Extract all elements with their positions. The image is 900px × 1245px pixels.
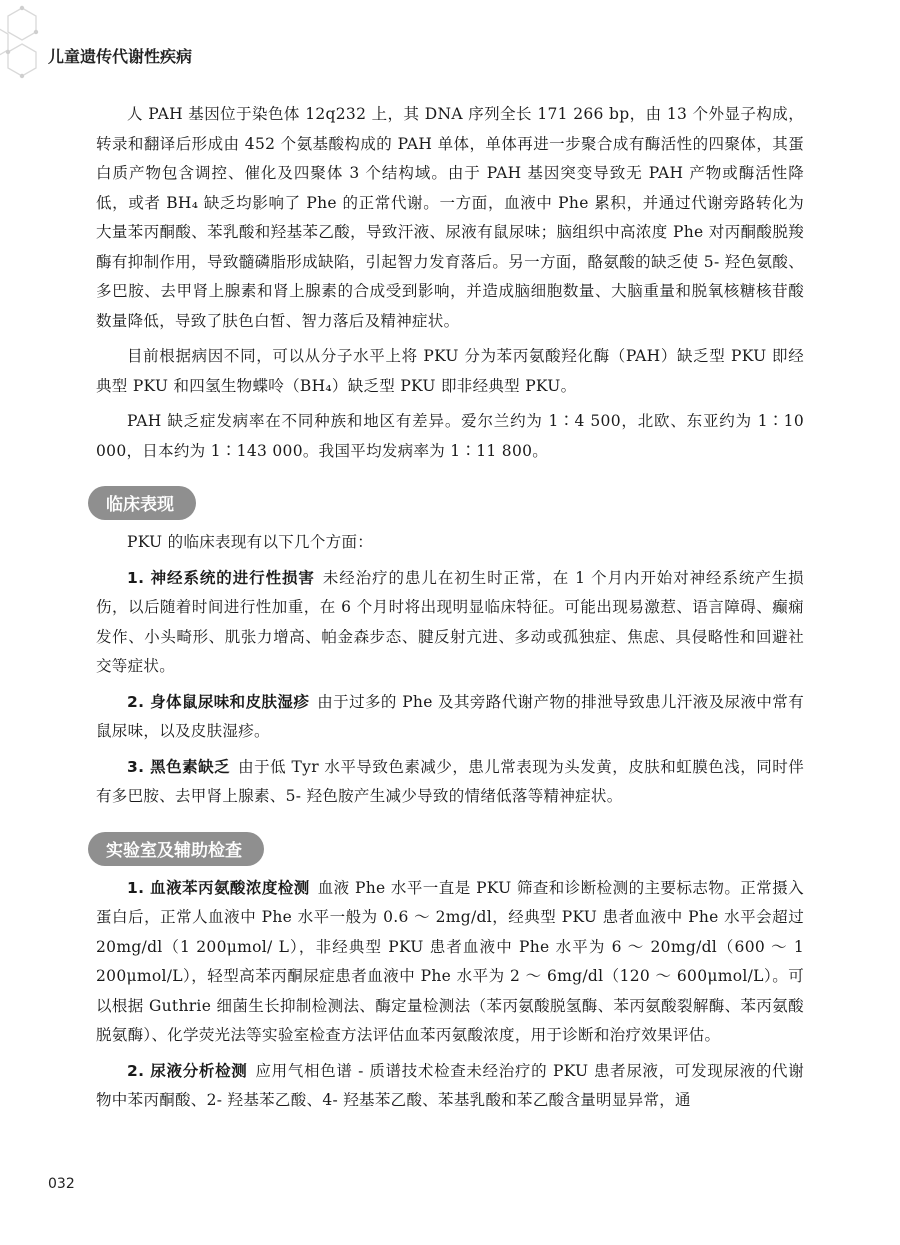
clinical-item-heading: 2. 身体鼠尿味和皮肤湿疹 (127, 692, 310, 711)
intro-paragraph: 目前根据病因不同，可以从分子水平上将 PKU 分为苯丙氨酸羟化酶（PAH）缺乏型 PKU 即经典型 PKU 和四氢生物蝶呤（BH₄）缺乏型 PKU 即非经典型 PKU。 (96, 347, 804, 395)
section-heading-lab: 实验室及辅助检查 (88, 832, 264, 866)
lab-item-text: 应用气相色谱 - 质谱技术检查未经治疗的 PKU 患者尿液，可发现尿液的代谢物中苯丙酮酸、2- 羟基苯乙酸、4- 羟基苯乙酸、苯基乳酸和苯乙酸含量明显异常，通 (96, 1061, 804, 1109)
page-number: 032 (48, 1176, 75, 1192)
page-body (96, 100, 804, 1122)
lab-item-heading: 2. 尿液分析检测 (127, 1061, 248, 1080)
clinical-item-text: 由于低 Tyr 水平导致色素减少，患儿常表现为头发黄，皮肤和虹膜色浅，同时伴有多巴胺、去甲肾上腺素、5- 羟色胺产生减少导致的情绪低落等精神症状。 (96, 757, 804, 805)
lab-item (96, 1057, 804, 1116)
section-heading-clinical: 临床表现 (88, 486, 196, 520)
clinical-item-heading: 3. 黑色素缺乏 (127, 757, 231, 776)
running-header-title: 儿童遗传代谢性疾病 (48, 47, 193, 66)
clinical-item-heading: 1. 神经系统的进行性损害 (127, 568, 315, 587)
clinical-item-text: 由于过多的 Phe 及其旁路代谢产物的排泄导致患儿汗液及尿液中常有鼠尿味，以及皮肤湿疹。 (96, 692, 804, 740)
lab-item-text: 血液 Phe 水平一直是 PKU 筛查和诊断检测的主要标志物。正常摄入蛋白后，正常人血液中 Phe 水平一般为 0.6 ～ 2mg/dl，经典型 PKU 患者血液中 Phe 水平会超过 20mg/dl（1 200μmol/ L），非经典型 PKU 患者血液中 Phe 水平为 6 ～ 20mg/dl（600 ～ 1 200μmol/L），轻型高苯丙酮尿症患者血液中 Phe 水平为 2 ～ 6mg/dl（120 ～ 600μmol/L）。可以根据 Guthrie 细菌生长抑制检测法、酶定量检测法（苯丙氨酸脱氢酶、苯丙氨酸裂解酶、苯丙氨酸脱氨酶）、化学荧光法等实验室检查方法评估血苯丙氨酸浓度，用于诊断和治疗效果评估。 (96, 878, 804, 1044)
lab-item-heading: 1. 血液苯丙氨酸浓度检测 (127, 878, 310, 897)
clinical-item (96, 753, 804, 812)
clinical-intro: PKU 的临床表现有以下几个方面： (127, 533, 374, 551)
clinical-item-text: 未经治疗的患儿在初生时正常，在 1 个月内开始对神经系统产生损伤，以后随着时间进行性加重，在 6 个月时将出现明显临床特征。可能出现易激惹、语言障碍、癫痫发作、小头畸形、肌张力增高、帕金森步态、腱反射亢进、多动或孤独症、焦虑、具侵略性和回避社交等症状。 (96, 568, 804, 675)
intro-paragraph: PAH 缺乏症发病率在不同种族和地区有差异。爱尔兰约为 1∶4 500，北欧、东亚约为 1∶10 000，日本约为 1∶143 000。我国平均发病率为 1∶11 800。 (96, 412, 804, 460)
lab-item (96, 874, 804, 1051)
clinical-item (96, 564, 804, 682)
intro-paragraph: 人 PAH 基因位于染色体 12q232 上，其 DNA 序列全长 171 266 bp，由 13 个外显子构成，转录和翻译后形成由 452 个氨基酸构成的 PAH 单体，单体再进一步聚合成有酶活性的四聚体，其蛋白质产物包含调控、催化及四聚体 3 个结构域。由于 PAH 基因突变导致无 PAH 产物或酶活性降低，或者 BH₄ 缺乏均影响了 Phe 的正常代谢。一方面，血液中 Phe 累积，并通过代谢旁路转化为大量苯丙酮酸、苯乳酸和羟基苯乙酸，导致汗液、尿液有鼠尿味；脑组织中高浓度 Phe 对丙酮酸脱羧酶有抑制作用，导致髓磷脂形成缺陷，引起智力发育落后。另一方面，酪氨酸的缺乏使 5- 羟色氨酸、多巴胺、去甲肾上腺素和肾上腺素的合成受到影响，并造成脑细胞数量、大脑重量和脱氧核糖核苷酸数量降低，导致了肤色白皙、智力落后及精神症状。 (96, 105, 804, 330)
clinical-item (96, 688, 804, 747)
